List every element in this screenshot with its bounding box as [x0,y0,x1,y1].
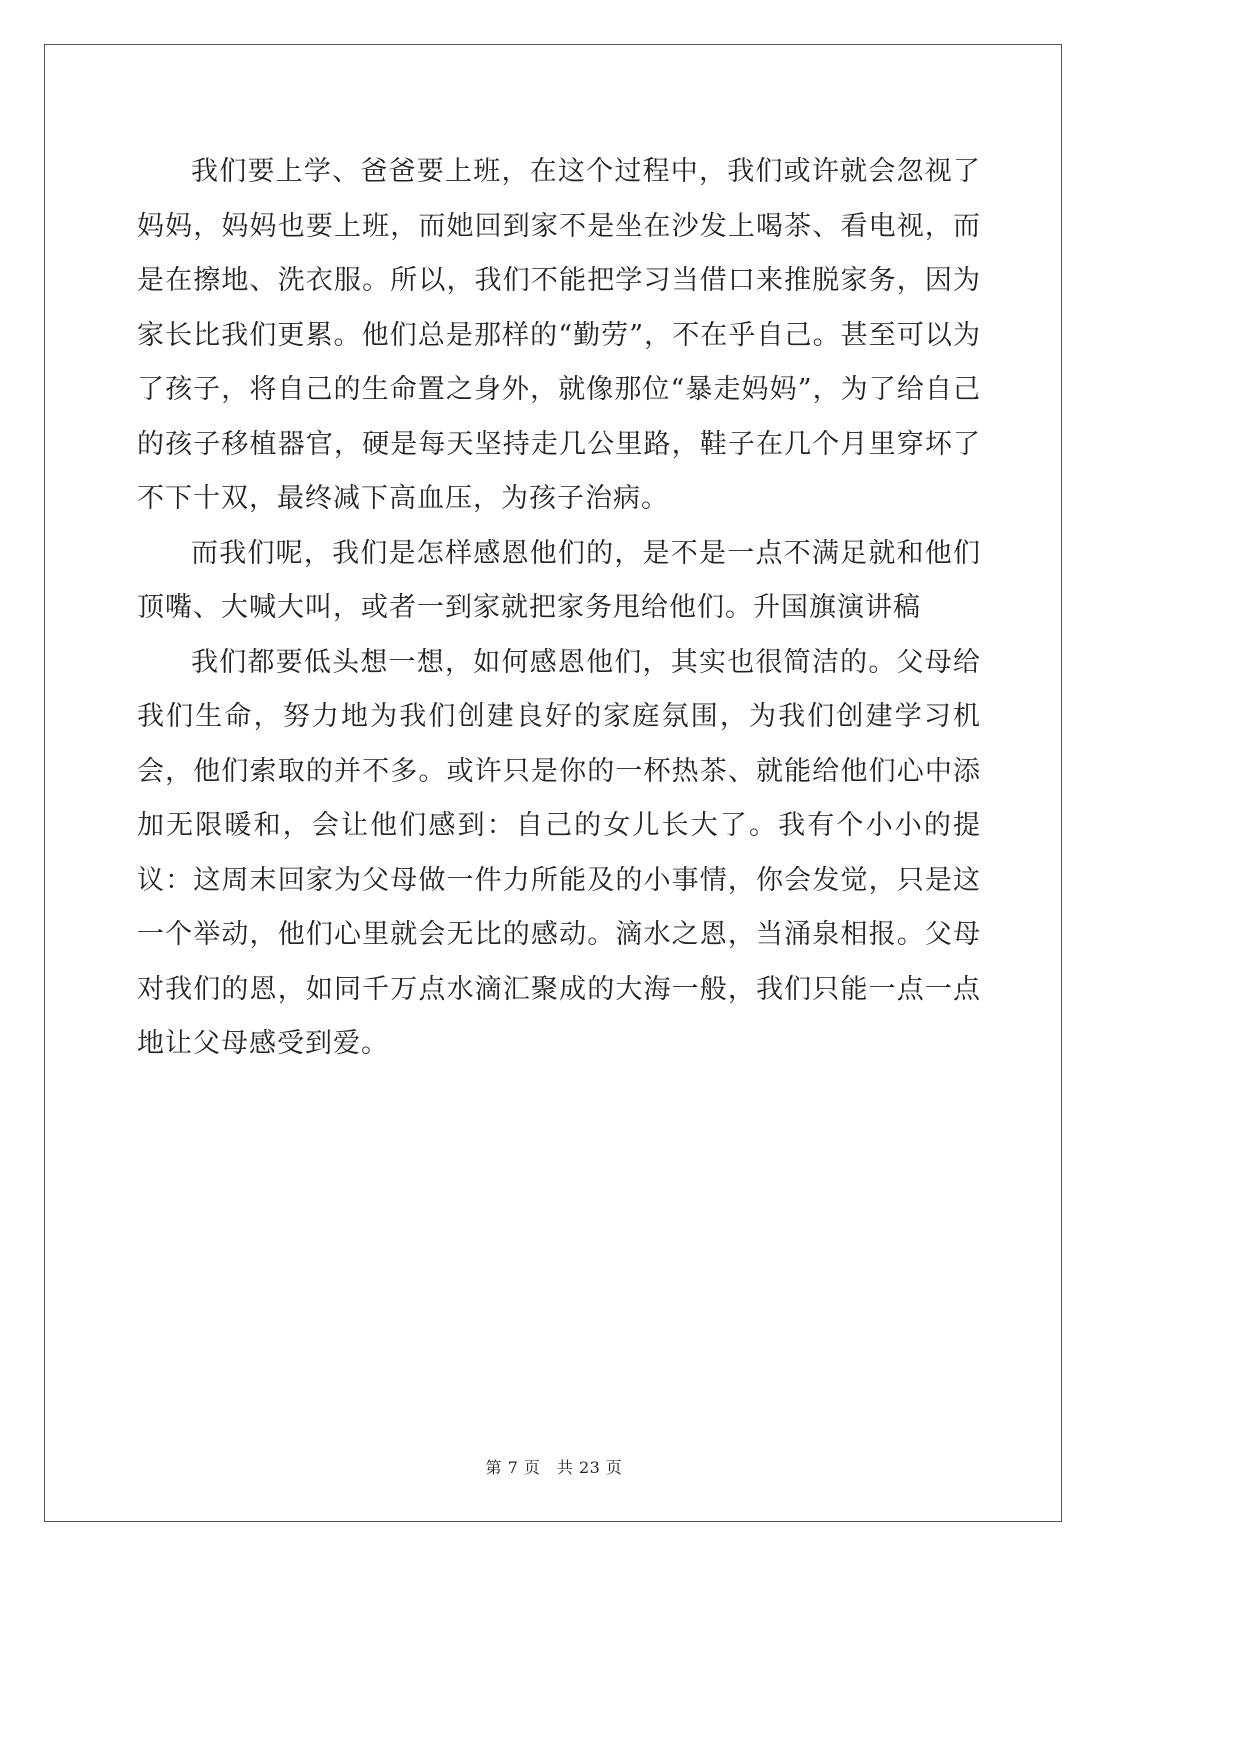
page-frame [44,44,1062,1522]
document-body [137,145,981,1072]
paragraph: 而我们呢，我们是怎样感恩他们的，是不是一点不满足就和他们顶嘴、大喊大叫，或者一到家就把家务甩给他们。升国旗演讲稿 [137,537,981,623]
paragraph: 我们要上学、爸爸要上班，在这个过程中，我们或许就会忽视了妈妈，妈妈也要上班，而她回到家不是坐在沙发上喝茶、看电视，而是在擦地、洗衣服。所以，我们不能把学习当借口来推脱家务，因为家长比我们更累。他们总是那样的“勤劳”，不在乎自己。甚至可以为了孩子，将自己的生命置之身外，就像那位“暴走妈妈”，为了给自己的孩子移植器官，硬是每天坚持走几公里路，鞋子在几个月里穿坏了不下十双，最终减下高血压，为孩子治病。 [137,156,981,514]
paragraph: 我们都要低头想一想，如何感恩他们，其实也很简洁的。父母给我们生命，努力地为我们创建良好的家庭氛围，为我们创建学习机会，他们索取的并不多。或许只是你的一杯热茶、就能给他们心中添加无限暖和，会让他们感到：自己的女儿长大了。我有个小小的提议：这周末回家为父母做一件力所能及的小事情，你会发觉，只是这一个举动，他们心里就会无比的感动。滴水之恩，当涌泉相报。父母对我们的恩，如同千万点水滴汇聚成的大海一般，我们只能一点一点地让父母感受到爱。 [137,646,981,1059]
page-number-footer: 第 7 页 共 23 页 [485,1458,623,1477]
